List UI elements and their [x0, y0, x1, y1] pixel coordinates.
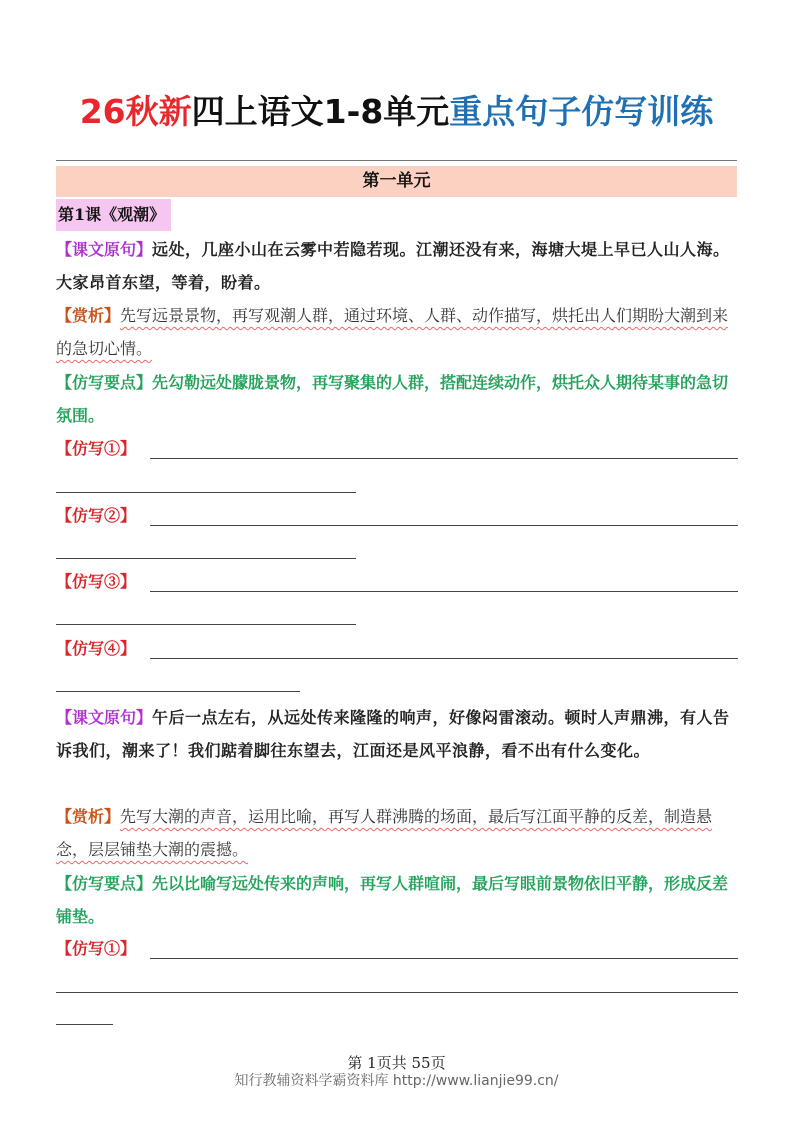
write-line-continuation[interactable] [56, 691, 300, 692]
write-line[interactable] [150, 658, 738, 659]
points-text: 先以比喻写远处传来的声响，再写人群喧闹，最后写眼前景物依旧平静，形成反差铺垫。 [56, 874, 729, 926]
write-label: 【仿写①】 [56, 439, 137, 458]
write-row-1 [56, 434, 738, 464]
analysis-text: 先写远景景物，再写观潮人群，通过环境、人群、动作描写，烘托出人们期盼大潮到来的急切心情。 [56, 306, 729, 358]
write-row-3 [56, 567, 738, 597]
write-line[interactable] [150, 525, 738, 526]
write-label: 【仿写①】 [56, 939, 137, 958]
original-text: 远处，几座小山在云雾中若隐若现。江潮还没有来，海塘大堤上早已人山人海。大家昂首东望，等着，盼着。 [56, 240, 730, 292]
analysis-label: 【赏析】 [56, 306, 121, 325]
title-part-topic: 重点句子仿写训练 [449, 92, 714, 131]
unit-header: 第一单元 [56, 166, 737, 197]
write-line-continuation[interactable] [56, 558, 356, 559]
original-label: 【课文原句】 [56, 240, 153, 259]
write-row-5 [56, 934, 738, 964]
write-line-continuation[interactable] [56, 992, 738, 993]
write-label: 【仿写④】 [56, 639, 137, 658]
original-sentence-2 [56, 701, 738, 767]
points-text: 先勾勒远处朦胧景物，再写聚集的人群，搭配连续动作，烘托众人期待某事的急切氛围。 [56, 373, 729, 425]
page-title [0, 86, 793, 133]
original-sentence-1 [56, 233, 738, 299]
analysis-text: 先写大潮的声音，运用比喻，再写人群沸腾的场面，最后写江面平静的反差，制造悬念，层层铺垫大潮的震撼。 [56, 807, 713, 859]
original-label: 【课文原句】 [56, 708, 153, 727]
write-row-4 [56, 634, 738, 664]
write-line-continuation[interactable] [56, 1024, 113, 1025]
writing-points-2 [56, 867, 738, 933]
original-text: 午后一点左右，从远处传来隆隆的响声，好像闷雷滚动。顿时人声鼎沸，有人告诉我们，潮来了！我们踮着脚往东望去，江面还是风平浪静，看不出有什么变化。 [56, 708, 730, 760]
write-line-continuation[interactable] [56, 492, 356, 493]
write-row-2 [56, 501, 738, 531]
divider [56, 160, 737, 161]
points-label: 【仿写要点】 [56, 373, 153, 392]
write-line[interactable] [150, 458, 738, 459]
analysis-2 [56, 800, 738, 866]
write-label: 【仿写③】 [56, 572, 137, 591]
analysis-1 [56, 299, 738, 365]
writing-points-1 [56, 366, 738, 432]
lesson-title: 第1课《观潮》 [56, 199, 171, 231]
write-line[interactable] [150, 958, 738, 959]
points-label: 【仿写要点】 [56, 874, 153, 893]
write-label: 【仿写②】 [56, 506, 137, 525]
title-part-subject: 四上语文1-8单元 [191, 92, 450, 131]
footer-site-link[interactable]: 知行教辅资料学霸资料库 http://www.lianjie99.cn/ [234, 1073, 559, 1089]
analysis-label: 【赏析】 [56, 807, 121, 826]
page-number: 第 1页共 55页 [347, 1054, 446, 1072]
write-line-continuation[interactable] [56, 624, 356, 625]
title-part-grade: 26秋新 [79, 92, 192, 131]
write-line[interactable] [150, 591, 738, 592]
